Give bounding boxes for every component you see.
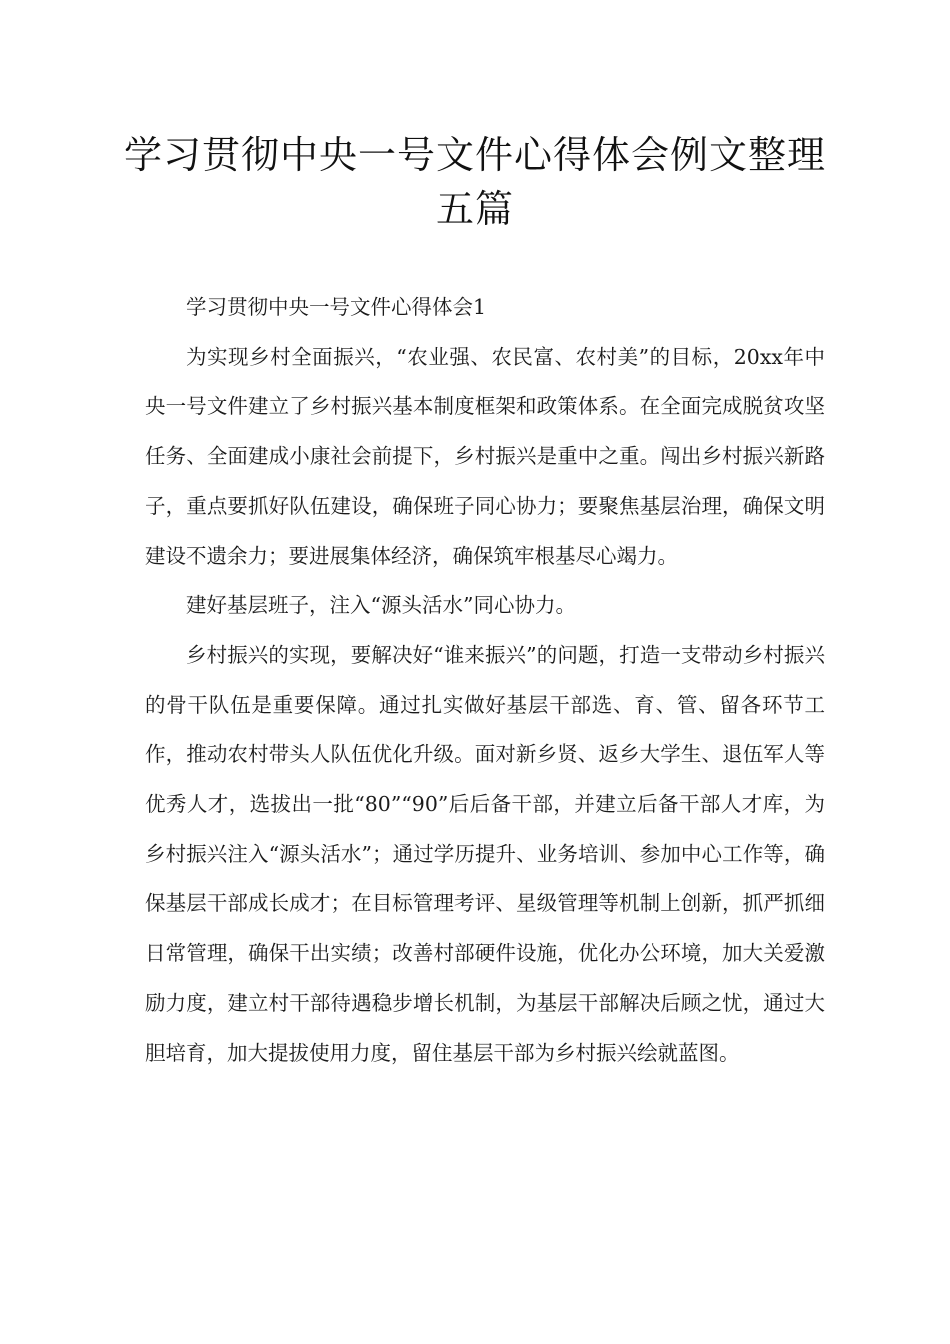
body-paragraph: 为实现乡村全面振兴，“农业强、农民富、农村美”的目标，20xx年中央一号文件建立了乡村振兴基本制度框架和政策体系。在全面完成脱贫攻坚任务、全面建成小康社会前提下，乡村振兴是重中之重。闯出乡村振兴新路子，重点要抓好队伍建设，确保班子同心协力；要聚焦基层治理，确保文明建设不遗余力；要进展集体经济，确保筑牢根基尽心竭力。 <box>145 344 825 568</box>
document-title: 学习贯彻中央一号文件心得体会例文整理五篇 <box>123 133 826 231</box>
document-body <box>145 283 825 1078</box>
section-heading-1: 学习贯彻中央一号文件心得体会1 <box>186 295 487 319</box>
section-subheading: 建好基层班子，注入“源头活水”同心协力。 <box>186 593 576 618</box>
body-paragraph: 乡村振兴的实现，要解决好“谁来振兴”的问题，打造一支带动乡村振兴的骨干队伍是重要保障。通过扎实做好基层干部选、育、管、留各环节工作，推动农村带头人队伍优化升级。面对新乡贤、返乡大学生、退伍军人等优秀人才，选拔出一批“80”“90”后后备干部，并建立后备干部人才库，为乡村振兴注入“源头活水”；通过学历提升、业务培训、参加中心工作等，确保基层干部成长成才；在目标管理考评、星级管理等机制上创新，抓严抓细日常管理，确保干出实绩；改善村部硬件设施，优化办公环境，加大关爱激励力度，建立村干部待遇稳步增长机制，为基层干部解决后顾之忧，通过大胆培育，加大提拔使用力度，留住基层干部为乡村振兴绘就蓝图。 <box>145 642 825 1065</box>
